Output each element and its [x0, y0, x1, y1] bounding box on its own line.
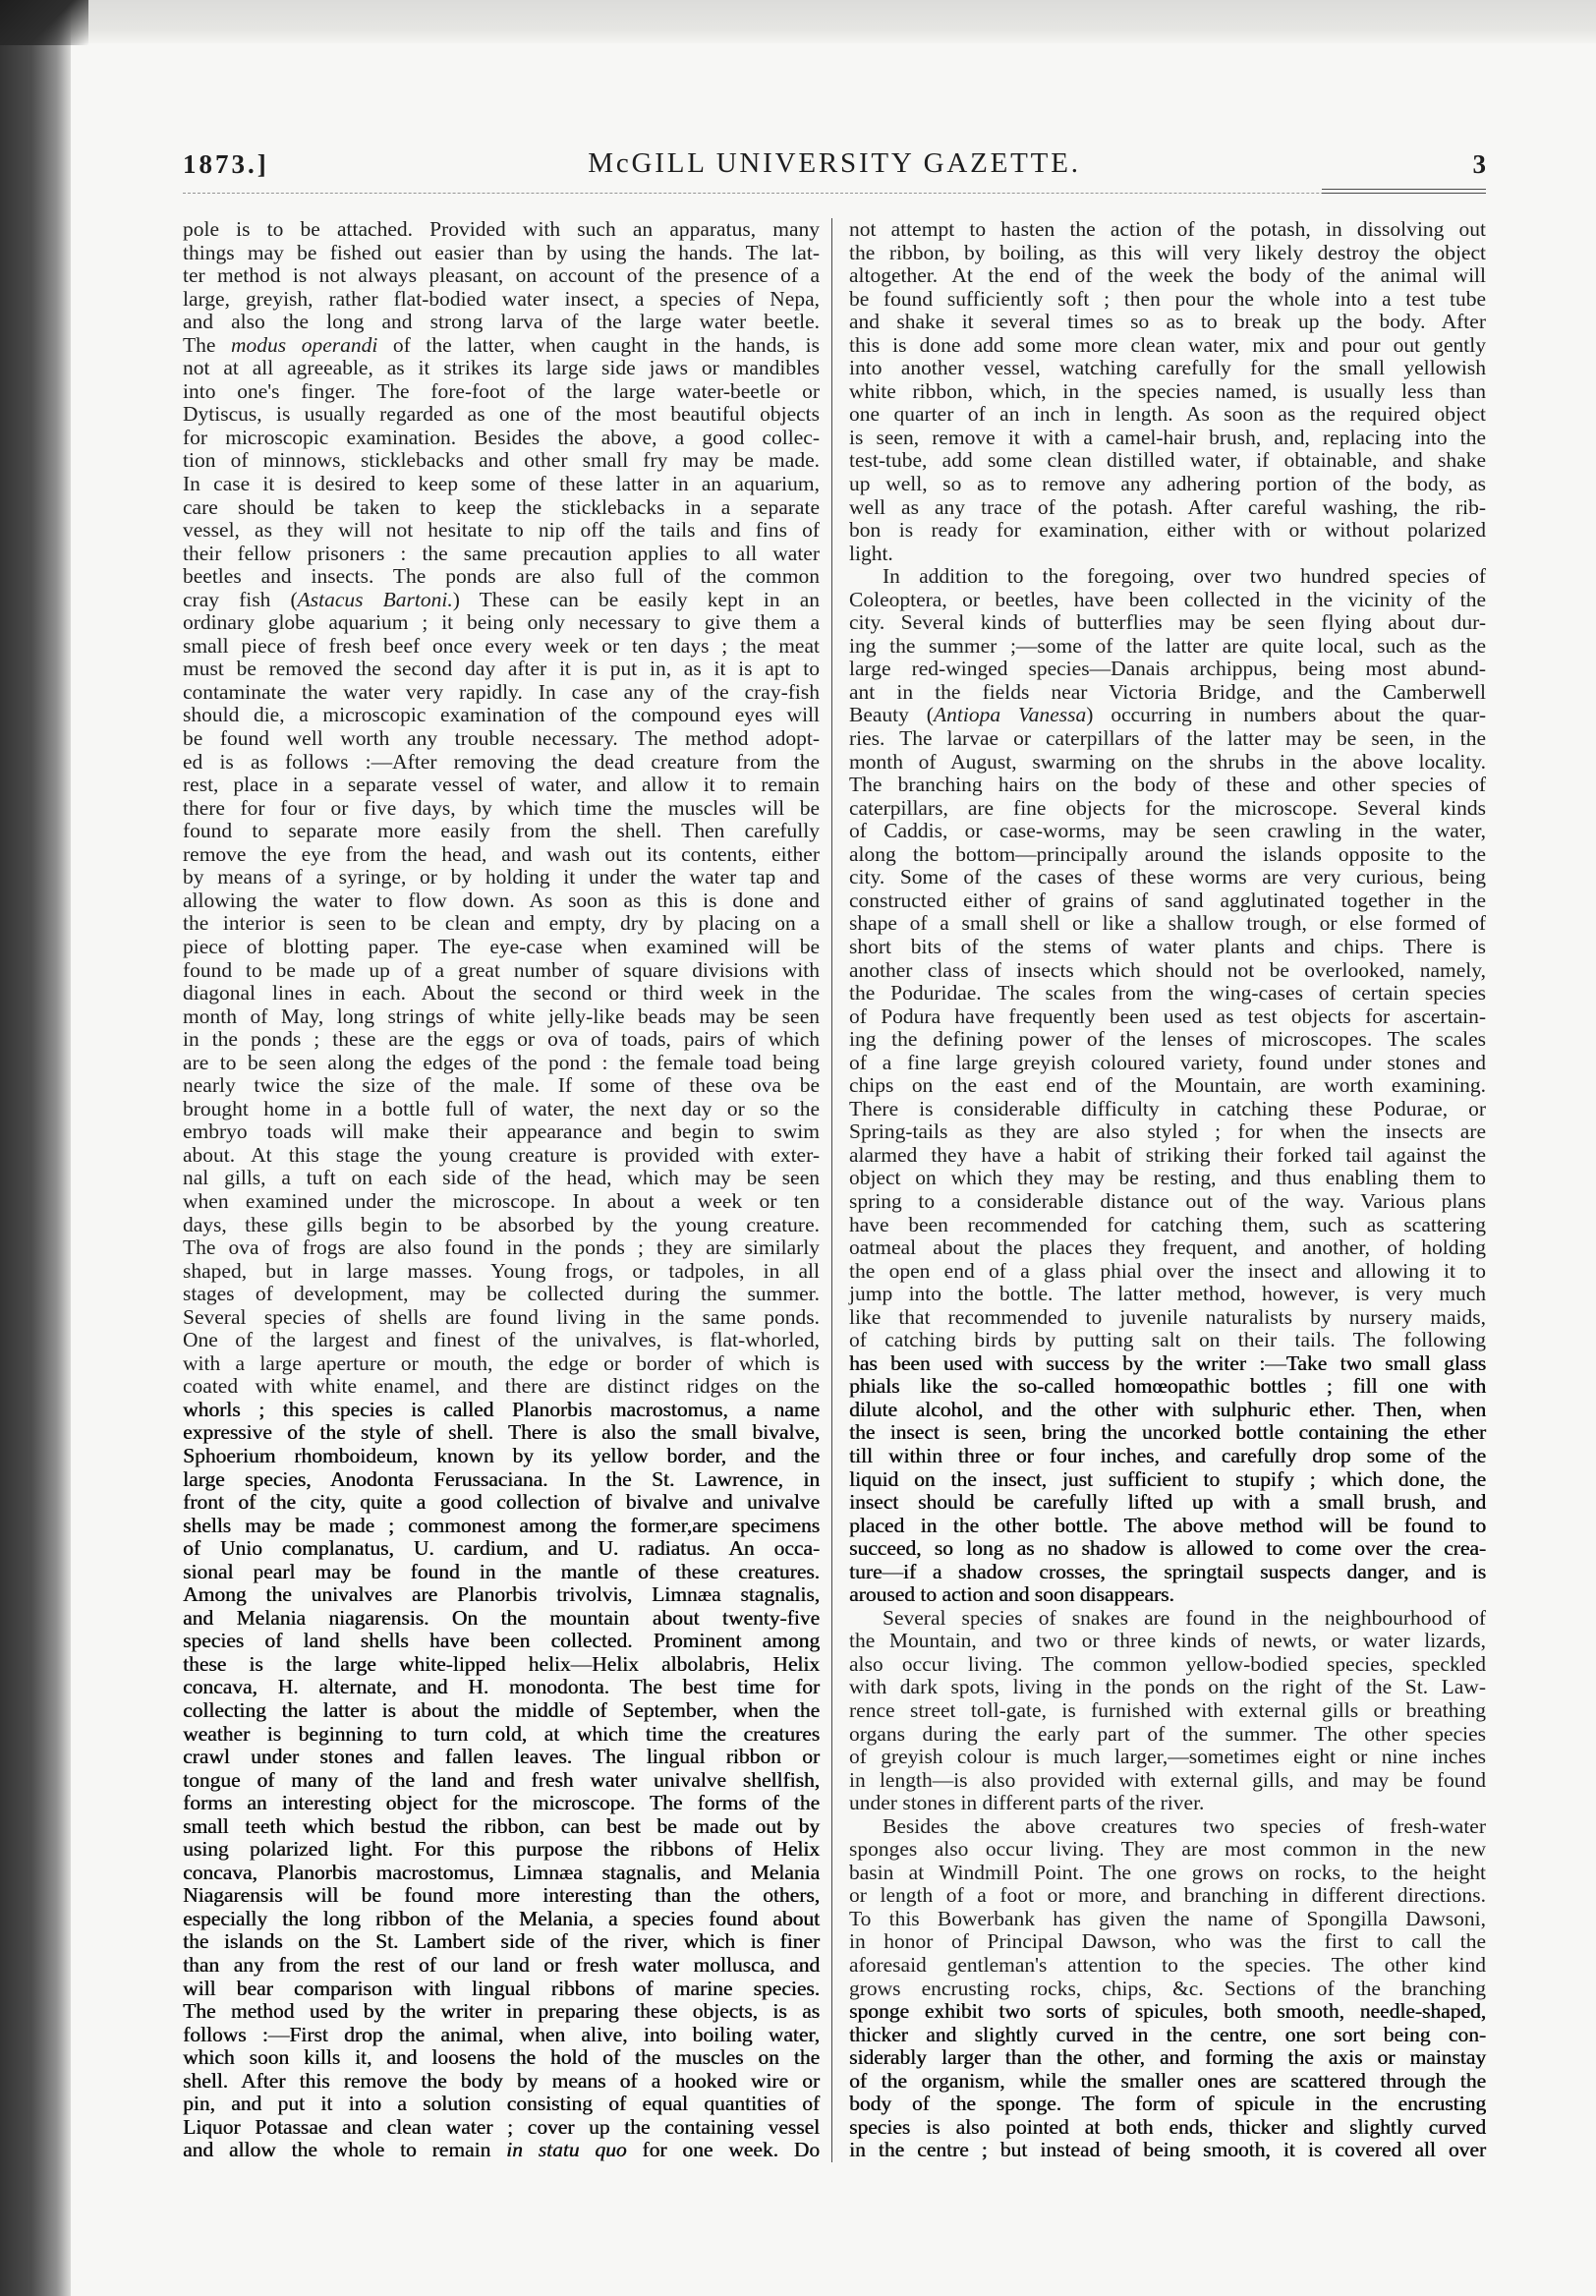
text-line: Sphoerium rhomboideum, known by its yellow border, and the: [183, 1443, 820, 1467]
text-line: ing the summer ;—some of the latter are quite local, such as the: [849, 633, 1486, 658]
text-line: test-tube, add some clean distilled water, if obtainable, and shake: [849, 448, 1486, 473]
text-line: coated with white enamel, and there are distinct ridges on the: [183, 1374, 820, 1399]
header-rule: [183, 193, 1486, 194]
text-line: the Mountain, and two or three kinds of newts, or water lizards,: [849, 1629, 1486, 1653]
text-column-left: [183, 218, 820, 2162]
text-line: There is considerable difficulty in catching these Podurae, or: [849, 1096, 1486, 1120]
text-line: found to be made up of a great number of square divisions with: [183, 957, 820, 982]
text-line: alarmed they have a habit of striking their forked tail against the: [849, 1142, 1486, 1167]
text-line: beetles and insects. The ponds are also full of the common: [183, 564, 820, 589]
text-line: and Melania niagarensis. On the mountain about twenty-five: [183, 1605, 820, 1630]
text-line: by means of a syringe, or by holding it under the water tap and: [183, 865, 820, 890]
text-line: of Caddis, or case-worms, may be seen crawling in the water,: [849, 819, 1486, 843]
text-line: have been recommended for catching them, such as scattering: [849, 1212, 1486, 1236]
text-line: the insect is seen, bring the uncorked bottle containing the ether: [849, 1420, 1486, 1445]
text-segment: ) These can be easily kept in an: [452, 587, 820, 611]
text-line: The branching hairs on the body of these and other species of: [849, 773, 1486, 797]
text-line: this is done add some more clean water, mix and pour out gently: [849, 332, 1486, 357]
text-line: species is also pointed at both ends, thicker and slightly curved: [849, 2114, 1486, 2139]
text-line: Niagarensis will be found more interesting than the others,: [183, 1883, 820, 1908]
text-line: or length of a foot or more, and branching in different directions.: [849, 1883, 1486, 1908]
text-line: another class of insects which should not be overlooked, namely,: [849, 957, 1486, 982]
text-line: basin at Windmill Point. The one grows on rocks, to the height: [849, 1860, 1486, 1884]
paragraph: [849, 565, 1486, 1607]
text-segment: The: [183, 332, 231, 357]
italic-term: in statu quo: [506, 2138, 627, 2162]
text-segment: cray fish (: [183, 587, 298, 611]
text-line: under stones in different parts of the river.: [849, 1791, 1205, 1815]
text-line: Besides the above creatures two species of fresh-water: [883, 1813, 1486, 1838]
text-line: [183, 2139, 820, 2162]
text-line: city. Some of the cases of these worms are very curious, being: [849, 865, 1486, 890]
text-line: Among the univalves are Planorbis trivolvis, Limnæa stagnalis,: [183, 1582, 820, 1607]
text-line: ordinary globe aquarium ; it being only necessary to give them a: [183, 610, 820, 635]
scan-corner-shadow: [0, 0, 88, 45]
text-line: is seen, remove it with a camel-hair brush, and, replacing into the: [849, 425, 1486, 449]
text-line: liquid on the insect, just sufficient to stupify ; which done, the: [849, 1466, 1486, 1491]
text-line: not at all agreeable, as it strikes its large side jaws or mandibles: [183, 356, 820, 380]
text-line: along the bottom—principally around the islands opposite to the: [849, 841, 1486, 866]
text-line: ant in the fields near Victoria Bridge, and the Camberwell: [849, 679, 1486, 704]
paragraph: [849, 218, 1486, 565]
text-line: insect should be carefully lifted up with a small brush, and: [849, 1490, 1486, 1515]
text-line: especially the long ribbon of the Melania, a species found about: [183, 1906, 820, 1930]
text-line: into another vessel, watching carefully for the small yellowish: [849, 356, 1486, 380]
text-line: allowing the water to flow down. As soon as this is done and: [183, 888, 820, 912]
text-line: [183, 589, 820, 612]
text-line: and also the long and strong larva of the large water beetle.: [183, 310, 820, 334]
text-line: follows :—First drop the animal, when alive, into boiling water,: [183, 2022, 820, 2046]
text-line: [849, 704, 1486, 727]
text-line: tongue of many of the land and fresh water univalve shellfish,: [183, 1767, 820, 1792]
text-line: caterpillars, are fine objects for the microscope. Several kinds: [849, 795, 1486, 820]
text-line: Liquor Potassae and clean water ; cover up the containing vessel: [183, 2114, 820, 2139]
text-line: care should be taken to keep the sticklebacks in a separate: [183, 494, 820, 519]
paragraph: [849, 1607, 1486, 1815]
text-line: oatmeal about the places they frequent, and another, of holding: [849, 1235, 1486, 1260]
italic-term: Antiopa Vanessa: [933, 703, 1087, 727]
text-column-right: [849, 218, 1486, 2162]
text-line: the Poduridae. The scales from the wing-cases of certain species: [849, 981, 1486, 1005]
text-line: Dytiscus, is usually regarded as one of the most beautiful objects: [183, 402, 820, 427]
text-line: in honor of Principal Dawson, who was the first to call the: [849, 1929, 1486, 1954]
text-line: sional pearl may be found in the mantle of these creatures.: [183, 1559, 820, 1583]
text-line: whorls ; this species is called Planorbis macrostomus, a name: [183, 1397, 820, 1421]
scan-border-left: [0, 0, 71, 2296]
text-line: there for four or five days, by which time the muscles will be: [183, 795, 820, 820]
text-line: light.: [849, 541, 893, 565]
text-line: grows encrusting rocks, chips, &c. Sections of the branching: [849, 1976, 1486, 2000]
column-divider: [831, 218, 832, 2162]
text-line: Spring-tails as they are also styled ; for when the insects are: [849, 1119, 1486, 1144]
header-double-rule: [1322, 189, 1486, 194]
text-line: thicker and slightly curved in the centre, one sort being con-: [849, 2022, 1486, 2046]
text-line: of greyish colour is much larger,—sometimes eight or nine inches: [849, 1745, 1486, 1769]
text-line: shape of a small shell or like a shallow trough, or else formed of: [849, 911, 1486, 936]
text-line: concava, H. alternate, and H. monodonta. The best time for: [183, 1675, 820, 1699]
text-line: The method used by the writer in preparing these objects, is as: [183, 1999, 820, 2024]
text-line: vessel, as they will not hesitate to nip off the tails and fins of: [183, 518, 820, 543]
text-line: white ribbon, which, in the species named, is usually less than: [849, 378, 1486, 403]
text-line: like that recommended to juvenile naturalists by nursery maids,: [849, 1304, 1486, 1329]
text-line: these is the large white-lipped helix—Helix albolabris, Helix: [183, 1651, 820, 1676]
text-line: Coleoptera, or beetles, have been collected in the vicinity of the: [849, 587, 1486, 611]
text-line: be found well worth any trouble necessary. The method adopt-: [183, 726, 820, 751]
text-line: nearly twice the size of the male. If some of these ova be: [183, 1073, 820, 1098]
text-line: chips on the east end of the Mountain, are worth examining.: [849, 1073, 1486, 1098]
text-line: In case it is desired to keep some of these latter in an aquarium,: [183, 472, 820, 496]
text-line: constructed either of grains of sand agglutinated together in the: [849, 888, 1486, 912]
text-line: large, greyish, rather flat-bodied water insect, a species of Nepa,: [183, 286, 820, 311]
text-line: pole is to be attached. Provided with such an apparatus, many: [183, 217, 820, 241]
text-line: tion of minnows, sticklebacks and other small fry may be made.: [183, 448, 820, 473]
text-line: of the organism, while the smaller ones are scattered through the: [849, 2068, 1486, 2093]
text-line: with dark spots, living in the ponds on the right of the St. Law-: [849, 1675, 1486, 1699]
text-line: diagonal lines in each. About the second or third week in the: [183, 981, 820, 1005]
text-line: remove the eye from the head, and wash out its contents, either: [183, 841, 820, 866]
text-line: One of the largest and finest of the univalves, is flat-whorled,: [183, 1328, 820, 1352]
text-line: found to separate more easily from the shell. Then carefully: [183, 819, 820, 843]
text-line: small teeth which bestud the ribbon, can best be made out by: [183, 1813, 820, 1838]
text-line: rest, place in a separate vessel of water, and allow it to remain: [183, 773, 820, 797]
text-line: ed is as follows :—After removing the dead creature from the: [183, 749, 820, 774]
text-line: the open end of a glass phial over the insect and allowing it to: [849, 1258, 1486, 1283]
text-line: piece of blotting paper. The eye-case when examined will be: [183, 934, 820, 958]
text-line: embryo toads will make their appearance and begin to swim: [183, 1119, 820, 1144]
text-line: days, these gills begin to be absorbed by the young creature.: [183, 1212, 820, 1236]
text-line: large red-winged species—Danais archippus, being most abund-: [849, 657, 1486, 681]
text-line: brought home in a bottle full of water, the next day or so the: [183, 1096, 820, 1120]
text-line: jump into the bottle. The latter method, however, is very much: [849, 1282, 1486, 1306]
text-line: up well, so as to remove any adhering portion of the body, as: [849, 472, 1486, 496]
text-segment: of the latter, when caught in the hands, is: [377, 332, 820, 357]
text-line: one quarter of an inch in length. As soon as the required object: [849, 402, 1486, 427]
text-line: things may be fished out easier than by using the hands. The lat-: [183, 240, 820, 264]
masthead-title: McGILL UNIVERSITY GAZETTE.: [588, 147, 1081, 179]
text-line: [183, 334, 820, 358]
text-line: ries. The larvae or caterpillars of the latter may be seen, in the: [849, 726, 1486, 751]
italic-term: modus operandi: [231, 332, 378, 357]
text-line: sponges also occur living. They are most common in the new: [849, 1837, 1486, 1862]
text-line: spring to a considerable distance out of the way. Various plans: [849, 1188, 1486, 1213]
text-line: in length—is also provided with external gills, and may be found: [849, 1767, 1486, 1792]
text-line: are to be seen along the edges of the pond : the female toad being: [183, 1050, 820, 1074]
text-line: shell. After this remove the body by means of a hooked wire or: [183, 2068, 820, 2093]
text-line: also occur living. The common yellow-bodied species, speckled: [849, 1651, 1486, 1676]
scan-border-top: [71, 0, 1596, 43]
paragraph: [849, 1815, 1486, 2162]
text-line: shaped, but in large masses. Young frogs, or tadpoles, in all: [183, 1258, 820, 1283]
page-number: 3: [1472, 149, 1486, 179]
text-line: be found sufficiently soft ; then pour the whole into a test tube: [849, 286, 1486, 311]
text-line: pin, and put it into a solution consisting of equal quantities of: [183, 2092, 820, 2116]
paragraph: [183, 218, 820, 2162]
text-line: of a fine large greyish coloured variety, found under stones and: [849, 1050, 1486, 1074]
text-line: in the ponds ; these are the eggs or ova of toads, pairs of which: [183, 1027, 820, 1052]
text-line: object on which they may be resting, and thus enabling them to: [849, 1166, 1486, 1190]
text-line: dilute alcohol, and the other with sulphuric ether. Then, when: [849, 1397, 1486, 1421]
text-line: succeed, so long as no shadow is allowed to come over the crea-: [849, 1536, 1486, 1561]
text-line: not attempt to hasten the action of the potash, in dissolving out: [849, 217, 1486, 241]
text-line: sponge exhibit two sorts of spicules, both smooth, needle-shaped,: [849, 1999, 1486, 2024]
text-line: rence street toll-gate, is furnished with external gills or breathing: [849, 1698, 1486, 1722]
text-line: large species, Anodonta Ferussaciana. In the St. Lawrence, in: [183, 1466, 820, 1491]
text-line: concava, Planorbis macrostomus, Limnæa stagnalis, and Melania: [183, 1860, 820, 1884]
text-line: of catching birds by putting salt on their tails. The following: [849, 1328, 1486, 1352]
text-line: aroused to action and soon disappears.: [849, 1582, 1174, 1607]
text-line: for microscopic examination. Besides the above, a good collec-: [183, 425, 820, 449]
text-line: siderably larger than the other, and forming the axis or mainstay: [849, 2045, 1486, 2070]
text-line: weather is beginning to turn cold, at which time the creatures: [183, 1721, 820, 1746]
text-line: body of the sponge. The form of spicule in the encrusting: [849, 2092, 1486, 2116]
text-line: ing the defining power of the lenses of microscopes. The scales: [849, 1027, 1486, 1052]
text-segment: and allow the whole to remain: [183, 2138, 507, 2162]
text-line: front of the city, quite a good collection of bivalve and univalve: [183, 1490, 820, 1515]
text-line: of Unio complanatus, U. cardium, and U. radiatus. An occa-: [183, 1536, 820, 1561]
text-segment: ) occurring in numbers about the quar-: [1086, 703, 1487, 727]
text-line: should die, a microscopic examination of the compound eyes will: [183, 703, 820, 727]
text-line: small piece of fresh beef once every week or ten days ; the meat: [183, 633, 820, 658]
text-line: their fellow prisoners : the same precaution applies to all water: [183, 541, 820, 565]
text-line: when examined under the microscope. In about a week or ten: [183, 1188, 820, 1213]
text-line: about. At this stage the young creature is provided with exter-: [183, 1142, 820, 1167]
text-line: bon is ready for examination, either with or without polarized: [849, 518, 1486, 543]
text-line: the ribbon, by boiling, as this will very likely destroy the object: [849, 240, 1486, 264]
text-line: will bear comparison with lingual ribbons of marine species.: [183, 1976, 820, 2000]
text-line: placed in the other bottle. The above method will be found to: [849, 1513, 1486, 1537]
text-line: city. Several kinds of butterflies may be seen flying about dur-: [849, 610, 1486, 635]
text-line: with a large aperture or mouth, the edge or border of which is: [183, 1350, 820, 1375]
text-line: well as any trace of the potash. After careful washing, the rib-: [849, 494, 1486, 519]
text-line: the islands on the St. Lambert side of the river, which is finer: [183, 1929, 820, 1954]
text-line: contaminate the water very rapidly. In case any of the cray-fish: [183, 679, 820, 704]
text-line: In addition to the foregoing, over two hundred species of: [883, 564, 1486, 589]
text-line: expressive of the style of shell. There is also the small bivalve,: [183, 1420, 820, 1445]
text-line: stages of development, may be collected during the summer.: [183, 1282, 820, 1306]
text-line: into one's finger. The fore-foot of the large water-beetle or: [183, 378, 820, 403]
text-line: which soon kills it, and loosens the hold of the muscles on the: [183, 2045, 820, 2070]
text-line: Several species of snakes are found in the neighbourhood of: [883, 1605, 1486, 1630]
text-line: than any from the rest of our land or fresh water mollusca, and: [183, 1953, 820, 1978]
text-line: ter method is not always pleasant, on account of the presence of a: [183, 263, 820, 288]
header-date: 1873.]: [183, 149, 269, 179]
text-line: altogether. At the end of the week the body of the animal will: [849, 263, 1486, 288]
text-line: aforesaid gentleman's attention to the species. The other kind: [849, 1953, 1486, 1978]
text-line: species of land shells have been collected. Prominent among: [183, 1629, 820, 1653]
text-line: the interior is seen to be clean and empty, dry by placing on a: [183, 911, 820, 936]
text-line: and shake it several times so as to break up the body. After: [849, 310, 1486, 334]
text-line: The ova of frogs are also found in the ponds ; they are similarly: [183, 1235, 820, 1260]
text-segment: for one week. Do: [626, 2138, 820, 2162]
italic-term: Astacus Bartoni.: [297, 587, 453, 611]
text-line: must be removed the second day after it is put in, as it is apt to: [183, 657, 820, 681]
text-line: crawl under stones and fallen leaves. The lingual ribbon or: [183, 1745, 820, 1769]
text-line: organs during the early part of the summer. The other species: [849, 1721, 1486, 1746]
text-line: nal gills, a tuft on each side of the head, which may be seen: [183, 1166, 820, 1190]
text-line: using polarized light. For this purpose the ribbons of Helix: [183, 1837, 820, 1862]
text-segment: Beauty (: [849, 703, 934, 727]
text-line: month of August, swarming on the shrubs in the above locality.: [849, 749, 1486, 774]
text-line: Several species of shells are found living in the same ponds.: [183, 1304, 820, 1329]
text-line: has been used with success by the writer :—Take two small glass: [849, 1350, 1486, 1375]
text-line: forms an interesting object for the microscope. The forms of the: [183, 1791, 820, 1815]
text-line: of Podura have frequently been used as test objects for ascertain-: [849, 1004, 1486, 1028]
text-line: short bits of the stems of water plants and chips. There is: [849, 934, 1486, 958]
text-line: shells may be made ; commonest among the former,are specimens: [183, 1513, 820, 1537]
page-header: [183, 145, 1486, 183]
text-line: phials like the so-called homœopathic bottles ; fill one with: [849, 1374, 1486, 1399]
text-line: ture—if a shadow crosses, the springtail suspects danger, and is: [849, 1559, 1486, 1583]
text-line: in the centre ; but instead of being smooth, it is covered all over: [849, 2138, 1486, 2162]
text-line: To this Bowerbank has given the name of Spongilla Dawsoni,: [849, 1906, 1486, 1930]
text-line: till within three or four inches, and carefully drop some of the: [849, 1443, 1486, 1467]
text-line: collecting the latter is about the middle of September, when the: [183, 1698, 820, 1722]
text-line: month of May, long strings of white jelly-like beads may be seen: [183, 1004, 820, 1028]
